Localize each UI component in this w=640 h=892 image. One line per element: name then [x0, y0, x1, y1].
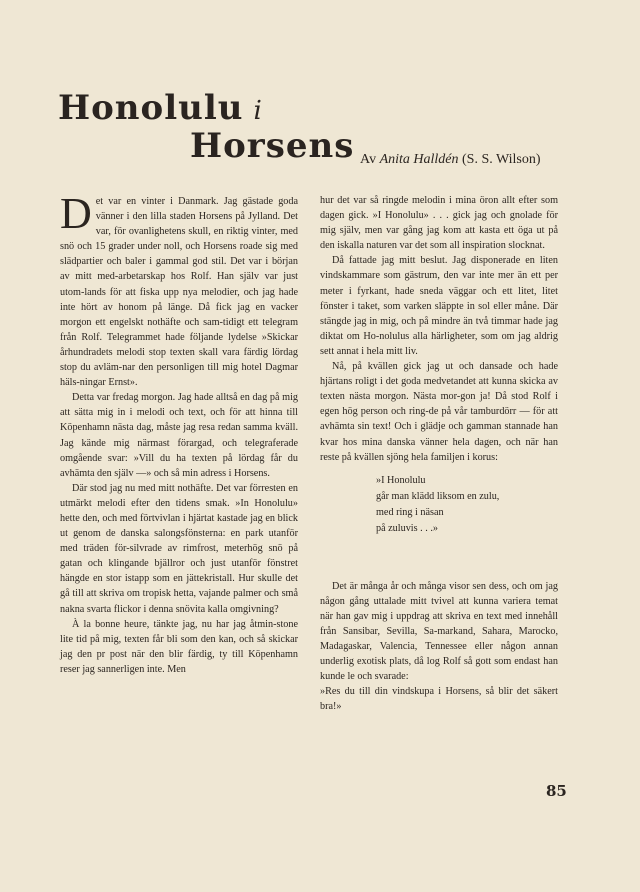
paragraph	[60, 189, 298, 390]
verse-line: på zuluvis . . .»	[376, 522, 438, 534]
paragraph: Detta var fredag morgon. Jag hade alltså en dag på mig att sätta mig in i melodi och text, och för att hinna till Köpenhamn nästa dag, måste jag resa redan samma kväll. Jag kände mig närmast förargad, och telegraferade omgående svar: »Vill du ha texten på lördag får du avhämta den själv —» och så min adress i Horsens.	[60, 392, 298, 479]
verse-line: går man klädd liksom en zulu,	[376, 490, 500, 502]
byline	[360, 152, 541, 168]
song-verse	[376, 473, 558, 537]
title-word-i: i	[253, 96, 263, 126]
title-word-honolulu: Honolulu	[58, 88, 244, 128]
drop-cap: D	[60, 189, 92, 238]
paragraph: hur det var så ringde melodin i mina öron allt efter som dagen gick. »I Honolulu» . . . gick jag och gnolade för mig själv, men var gång jag kom att kasta ett öga ut på den iskalla naturen var det som all inspiration slocknat.	[320, 195, 558, 252]
left-column	[60, 189, 298, 677]
paragraph: Då fattade jag mitt beslut. Jag disponerade en liten vindskammare som gästrum, den var inte mer än ett per meter i fyrkant, hade sneda väggar och ett litet, litet fönster i taket, som varken släppte in sol eller måne. Där stängde jag in mig, och på mindre än två timmar hade jag diktat om Ho-nolulus alla härligheter, som om jag aldrig sett annat i hela mitt liv.	[320, 255, 558, 357]
byline-prefix: Av	[360, 152, 377, 167]
verse-line: med ring i näsan	[376, 506, 444, 518]
article-title-line2: Horsens	[190, 126, 355, 166]
paragraph-text: et var en vinter i Danmark. Jag gästade goda vänner i den lilla staden Horsens på Jylland. Det var, för ovanlighetens skull, en riktig vinter, med snö och 15 grader under noll, och Horsens roade sig med slädpartier och baler i gammal god stil. Det var i början av mitt med-arbetarskap hos Rolf. Han själv var just utom-lands för att fiska upp nya melodier, och jag hade inte hört av honom på länge. Då fick jag en vacker morgon ett engelskt nothäfte och sam-tidigt ett telegram från Rolf. Telegrammet hade följande lydelse »Skickar århundradets melodi stop texten skall vara färdig lördag stop du avläm-nar den personligen till mig hotel Dagmar häls-ningar Ernst».	[60, 196, 298, 389]
page-number: 85	[546, 782, 567, 800]
right-column	[320, 193, 558, 715]
byline-author: Anita Halldén	[379, 152, 459, 167]
verse-line: »I Honolulu	[376, 474, 426, 486]
spacer	[320, 549, 558, 579]
paragraph: Det är många år och många visor sen dess, och om jag någon gång uttalade mitt tvivel att kunna variera temat när han gav mig i uppdrag att skriva en text med innehåll från Sansibar, Sevilla, Sa-markand, Sahara, Marocko, Madagaskar, Valencia, Tennessee eller någon annan underlig exotisk plats, då log Rolf så gott som endast han kunde le och svarade:	[320, 580, 558, 683]
byline-source: (S. S. Wilson)	[462, 152, 541, 167]
article-title-line1	[58, 88, 263, 128]
paragraph: Där stod jag nu med mitt nothäfte. Det var förresten en utmärkt melodi efter den tidens smak. »In Honolulu» hette den, och med förtvivlan i hjärtat kastade jag en blick ut genom de danska salongsfönsterna: en park utanför med träden för-silvrade av rimfrost, meterhög snö på gatan och klingande bjällror och just utanför fönstret hängde en stor istapp som en jättekristall. Hur skulle det gå till att skriva om tropisk hetta, vajande palmer och små nakna svarta flickor i denna snövita kalla omgivning?	[60, 482, 298, 615]
paragraph: »Res du till din vindskupa i Horsens, så blir det säkert bra!»	[320, 686, 558, 713]
paragraph: À la bonne heure, tänkte jag, nu har jag åtmin-stone lite tid på mig, texten får bli som den kan, och så skickar jag den pr post när den blir färdig, ty till Köpenhamn reser jag sannerligen inte. Men	[60, 618, 298, 675]
paragraph: Nå, på kvällen gick jag ut och dansade och hade hjärtans roligt i det goda medvetandet att kunna skicka av texten nästa morgon. Nästa mor-gon ja! Då stod Rolf i egen hög person och ring-de på vår tamburdörr — för att avhämta sin text! Och i glädje och gamman stannade han kvar hos mina danska vänner hela dagen, och när han reste på kvällen sjöng hela familjen i korus:	[320, 361, 558, 463]
